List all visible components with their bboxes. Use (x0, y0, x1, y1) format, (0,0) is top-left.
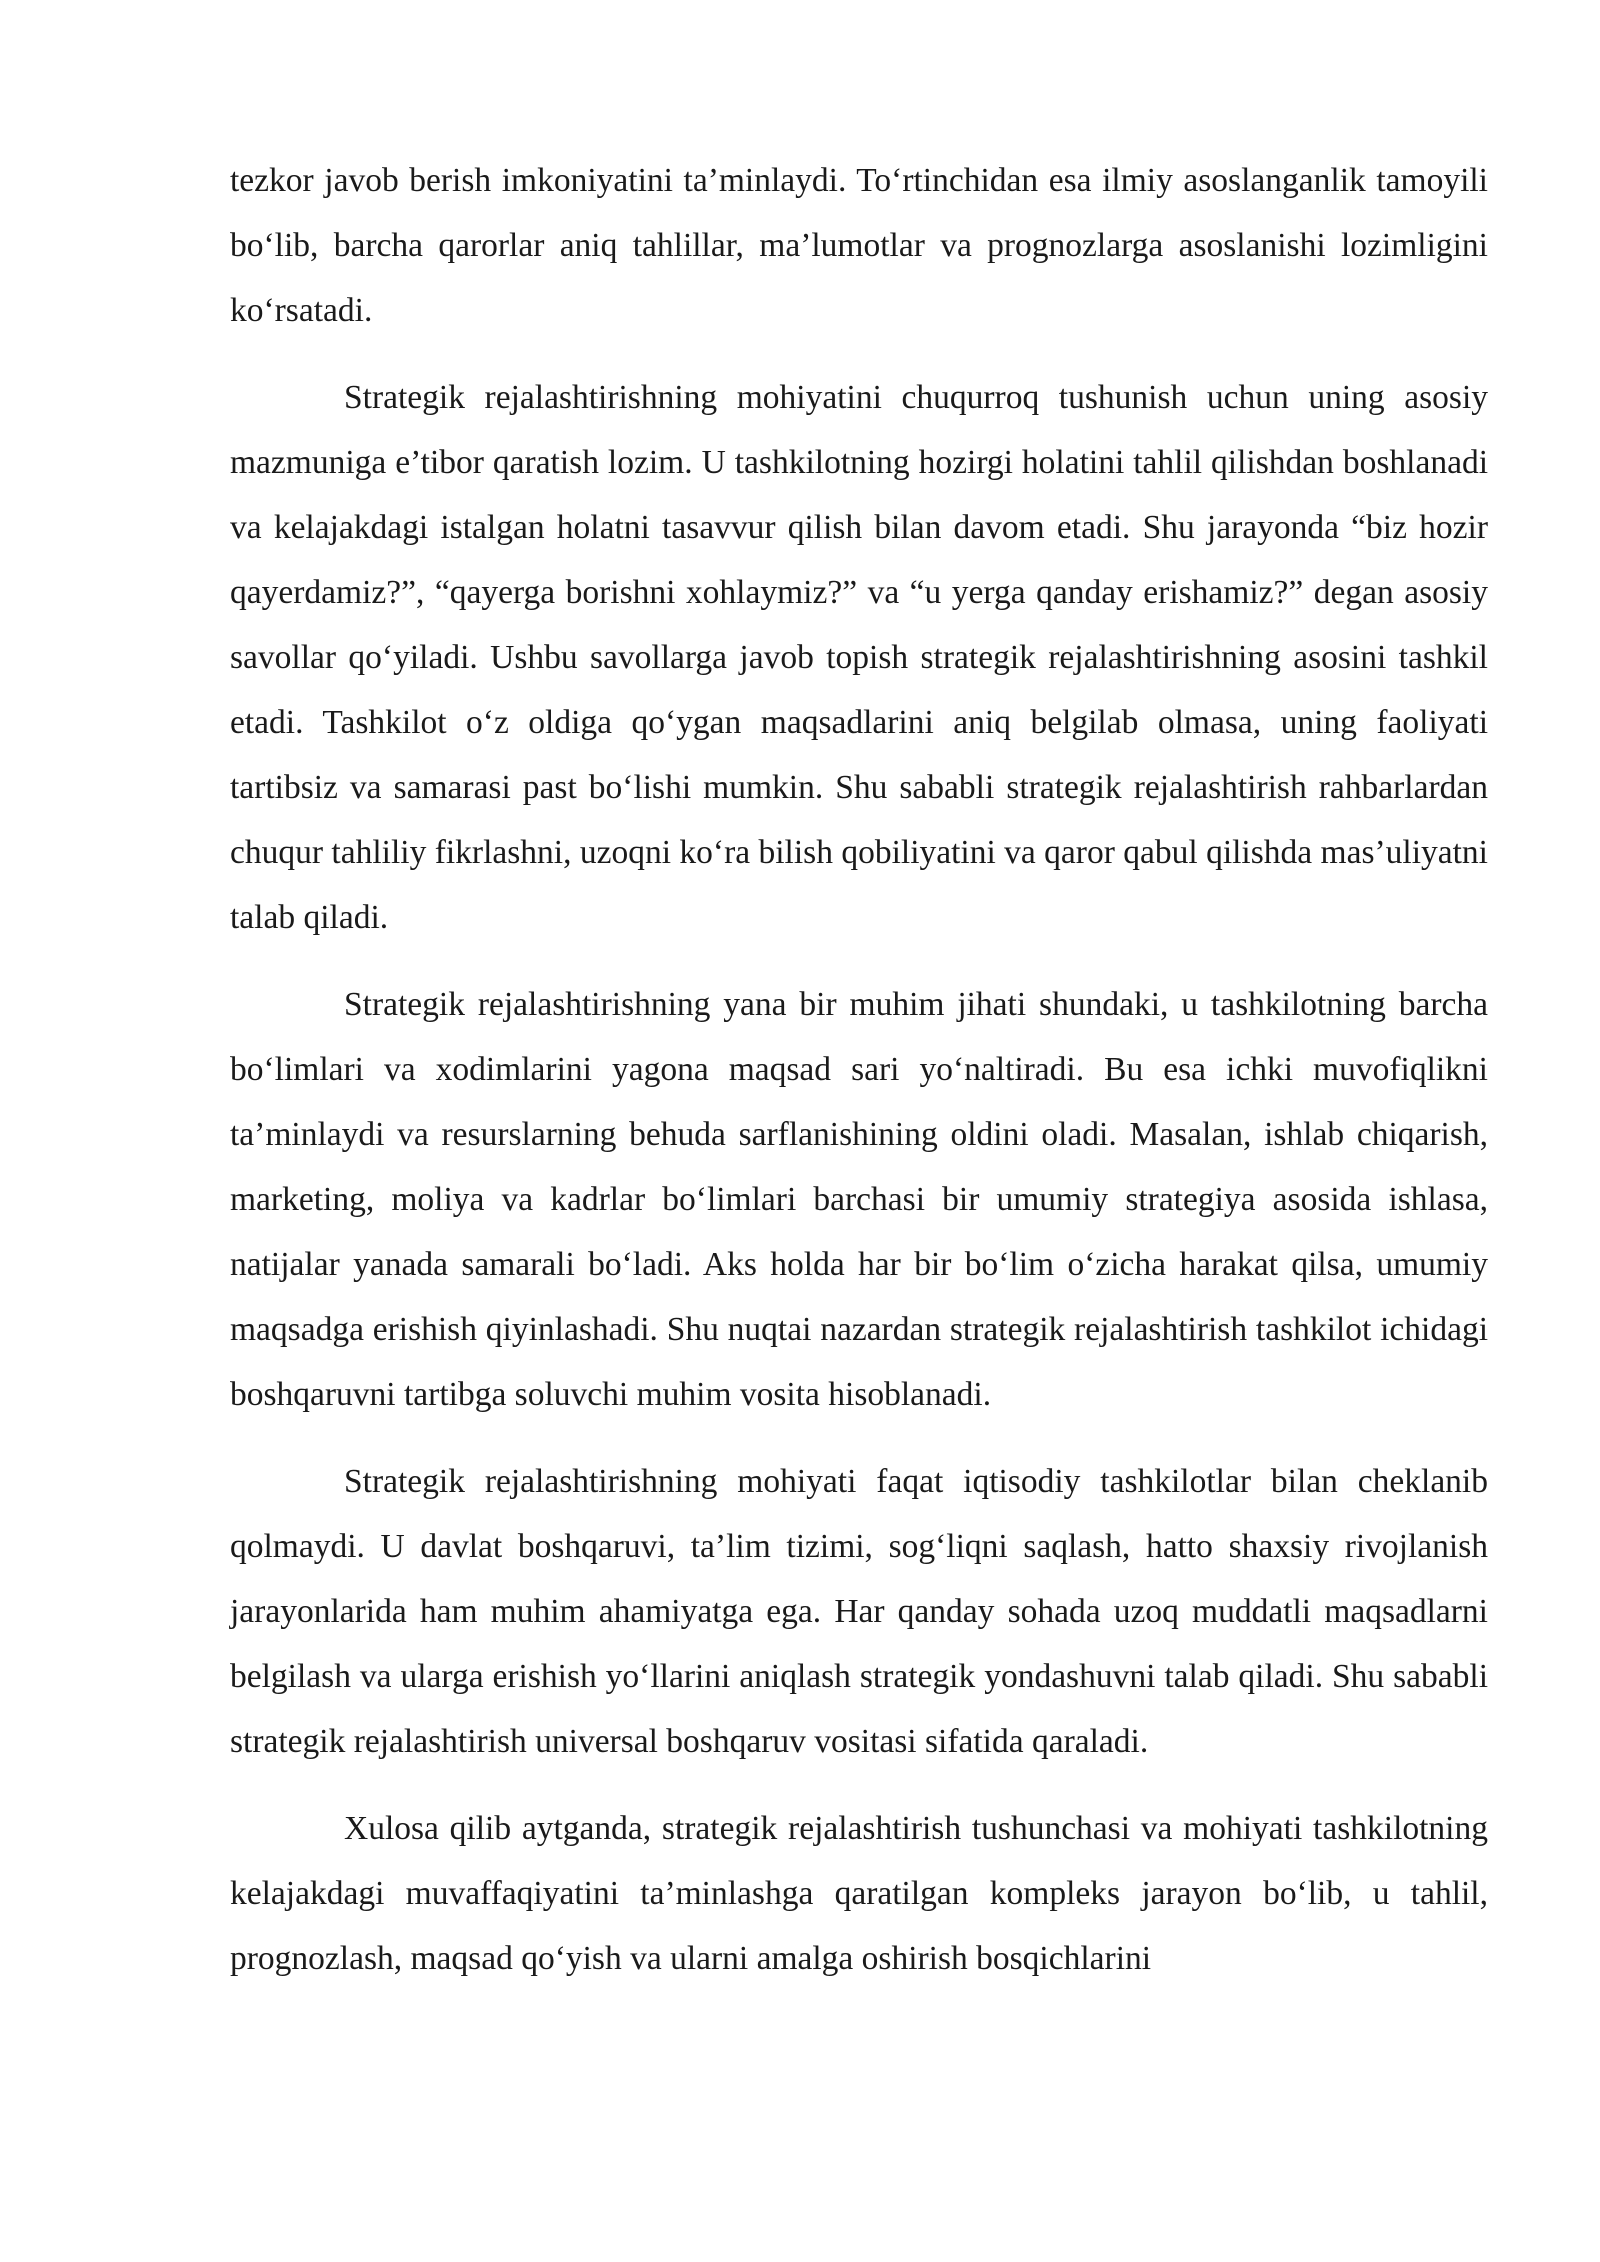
paragraph: Strategik rejalashtirishning yana bir muhim jihati shundaki, u tashkilotning barcha bo‘limlari va xodimlarini yagona maqsad sari yo‘naltiradi. Bu esa ichki muvofiqlikni ta’minlaydi va resurslarning behuda sarflanishining oldini oladi. Masalan, ishlab chiqarish, marketing, moliya va kadrlar bo‘limlari barchasi bir umumiy strategiya asosida ishlasa, natijalar yanada samarali bo‘ladi. Aks holda har bir bo‘lim o‘zicha harakat qilsa, umumiy maqsadga erishish qiyinlashadi. Shu nuqtai nazardan strategik rejalashtirish tashkilot ichidagi boshqaruvni tartibga soluvchi muhim vosita hisoblanadi. (230, 986, 1488, 1413)
paragraph: Strategik rejalashtirishning mohiyati faqat iqtisodiy tashkilotlar bilan cheklanib qolmaydi. U davlat boshqaruvi, ta’lim tizimi, sog‘liqni saqlash, hatto shaxsiy rivojlanish jarayonlarida ham muhim ahamiyatga ega. Har qanday sohada uzoq muddatli maqsadlarni belgilash va ularga erishish yo‘llarini aniqlash strategik yondashuvni talab qiladi. Shu sababli strategik rejalashtirish universal boshqaruv vositasi sifatida qaraladi. (230, 1463, 1488, 1760)
paragraph: Strategik rejalashtirishning mohiyatini chuqurroq tushunish uchun uning asosiy mazmuniga e’tibor qaratish lozim. U tashkilotning hozirgi holatini tahlil qilishdan boshlanadi va kelajakdagi istalgan holatni tasavvur qilish bilan davom etadi. Shu jarayonda “biz hozir qayerdamiz?”, “qayerga borishni xohlaymiz?” va “u yerga qanday erishamiz?” degan asosiy savollar qo‘yiladi. Ushbu savollarga javob topish strategik rejalashtirishning asosini tashkil etadi. Tashkilot o‘z oldiga qo‘ygan maqsadlarini aniq belgilab olmasa, uning faoliyati tartibsiz va samarasi past bo‘lishi mumkin. Shu sababli strategik rejalashtirish rahbarlardan chuqur tahliliy fikrlashni, uzoqni ko‘ra bilish qobiliyatini va qaror qabul qilishda mas’uliyatni talab qiladi. (230, 379, 1488, 936)
document-body (230, 148, 1488, 2013)
paragraph-continued: tezkor javob berish imkoniyatini ta’minlaydi. To‘rtinchidan esa ilmiy asoslanganlik tamoyili bo‘lib, barcha qarorlar aniq tahlillar, ma’lumotlar va prognozlarga asoslanishi lozimligini ko‘rsatadi. (230, 162, 1488, 329)
paragraph: Xulosa qilib aytganda, strategik rejalashtirish tushunchasi va mohiyati tashkilotning kelajakdagi muvaffaqiyatini ta’minlashga qaratilgan kompleks jarayon bo‘lib, u tahlil, prognozlash, maqsad qo‘yish va ularni amalga oshirish bosqichlarini (230, 1810, 1488, 1977)
